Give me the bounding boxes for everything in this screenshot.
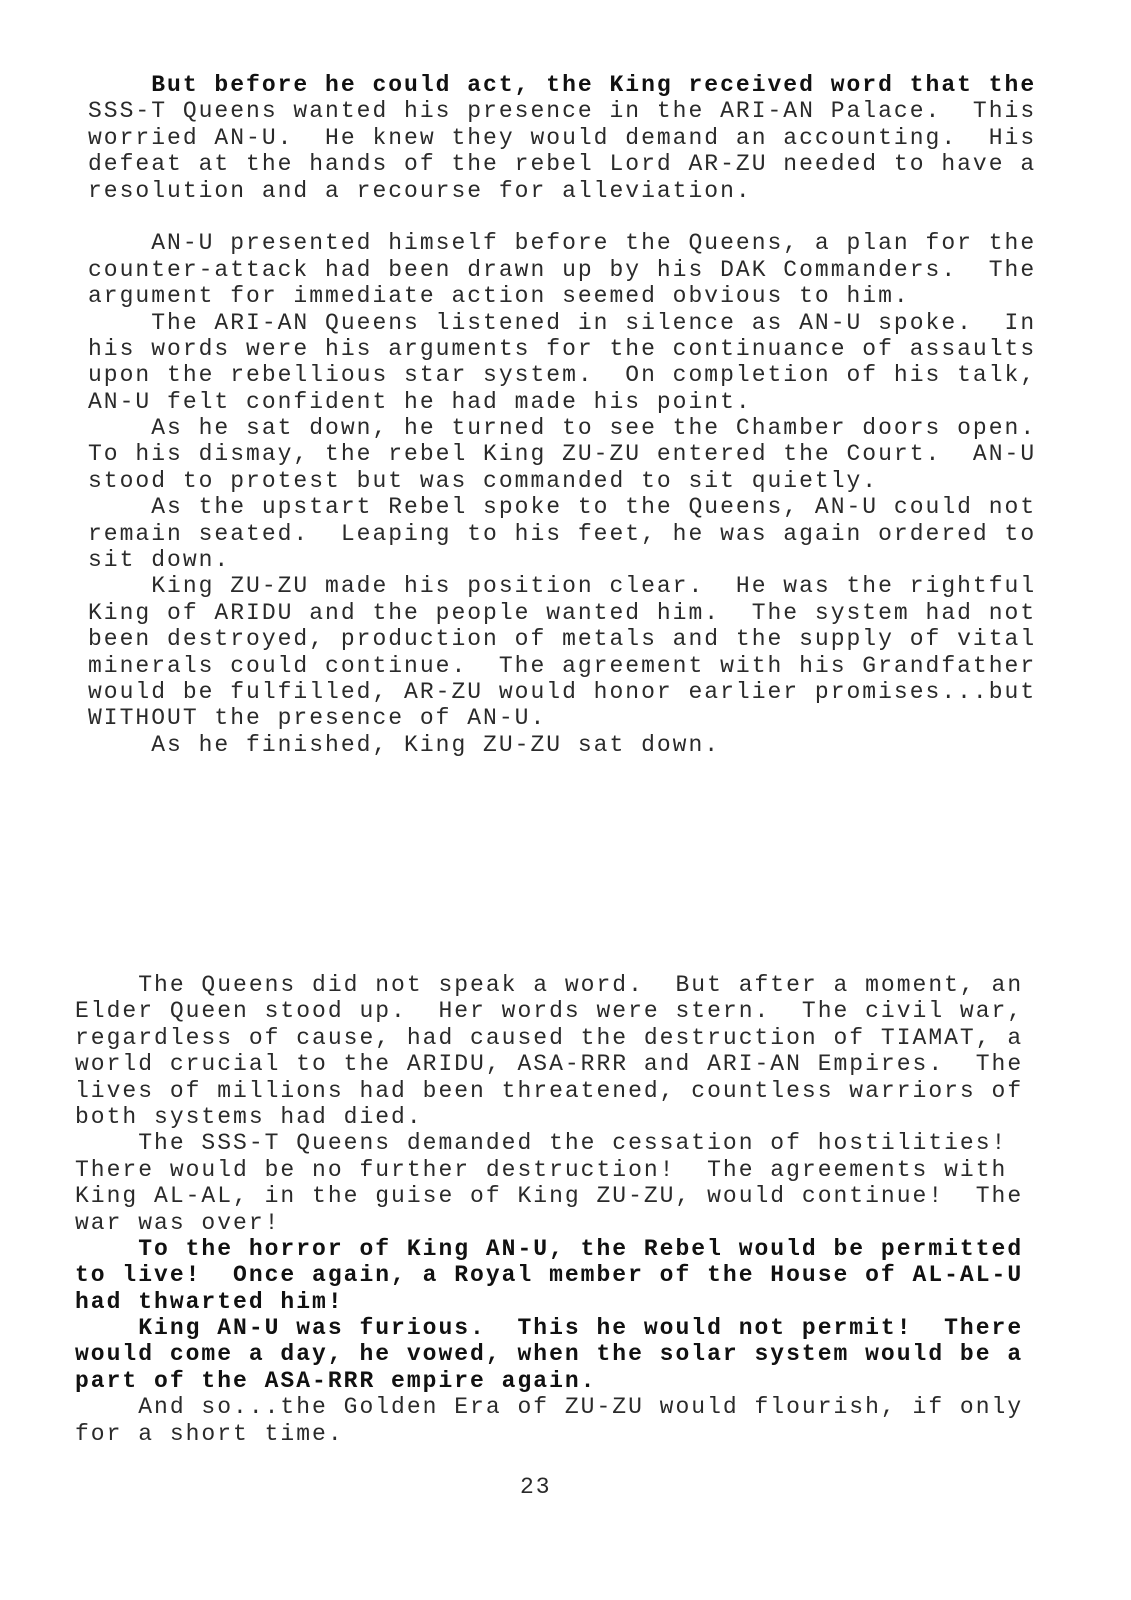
text-line: stood to protest but was commanded to sit quietly. — [88, 467, 879, 494]
text-line: for a short time. — [75, 1420, 344, 1447]
text-line: WITHOUT the presence of AN-U. — [88, 705, 547, 732]
text-line: The ARI-AN Queens listened in silence as AN-U spoke. In — [88, 309, 1037, 336]
text-line: part of the ASA-RRR empire again. — [75, 1367, 597, 1394]
text-line: And so...the Golden Era of ZU-ZU would flourish, if only — [75, 1394, 1024, 1421]
text-line: would be fulfilled, AR-ZU would honor earlier promises...but — [88, 678, 1037, 705]
text-block-top — [88, 72, 1036, 758]
text-line: To his dismay, the rebel King ZU-ZU entered the Court. AN-U — [88, 441, 1037, 468]
text-line: his words were his arguments for the continuance of assaults — [88, 335, 1037, 362]
text-line: been destroyed, production of metals and the supply of vital — [88, 626, 1037, 653]
text-line: As he finished, King ZU-ZU sat down. — [88, 731, 721, 758]
text-line: world crucial to the ARIDU, ASA-RRR and ARI-AN Empires. The — [75, 1051, 1024, 1078]
text-line: both systems had died. — [75, 1103, 423, 1130]
text-line: lives of millions had been threatened, countless warriors of — [75, 1077, 1024, 1104]
text-line: The Queens did not speak a word. But after a moment, an — [75, 972, 1024, 998]
text-line: minerals could continue. The agreement with his Grandfather — [88, 652, 1037, 679]
text-line — [88, 204, 1036, 230]
text-line: As the upstart Rebel spoke to the Queens, AN-U could not — [88, 494, 1037, 521]
text-line: regardless of cause, had caused the destruction of TIAMAT, a — [75, 1024, 1024, 1051]
text-line: SSS-T Queens wanted his presence in the ARI-AN Palace. This — [88, 98, 1037, 125]
text-line: King AN-U was furious. This he would not permit! There — [75, 1315, 1024, 1342]
text-line: AN-U felt confident he had made his point. — [88, 388, 752, 415]
text-line: would come a day, he vowed, when the solar system would be a — [75, 1341, 1024, 1368]
text-line: King of ARIDU and the people wanted him. The system had not — [88, 599, 1037, 626]
text-line: King ZU-ZU made his position clear. He was the rightful — [88, 573, 1037, 600]
text-line: The SSS-T Queens demanded the cessation of hostilities! — [75, 1130, 1008, 1157]
text-line: upon the rebellious star system. On completion of his talk, — [88, 362, 1037, 389]
text-line: defeat at the hands of the rebel Lord AR-ZU needed to have a — [88, 151, 1037, 178]
text-line: argument for immediate action seemed obvious to him. — [88, 283, 910, 310]
text-line: war was over! — [75, 1209, 281, 1236]
text-line: resolution and a recourse for alleviation. — [88, 177, 752, 204]
text-line: to live! Once again, a Royal member of the House of AL-AL-U — [75, 1262, 1024, 1289]
text-line: But before he could act, the King received word that the — [88, 72, 1037, 98]
text-line: As he sat down, he turned to see the Chamber doors open. — [88, 415, 1037, 442]
page-number: 23 — [520, 1474, 552, 1500]
text-line: sit down. — [88, 547, 231, 574]
text-line: worried AN-U. He knew they would demand an accounting. His — [88, 124, 1037, 151]
text-line: To the horror of King AN-U, the Rebel would be permitted — [75, 1235, 1024, 1262]
text-block-bottom — [75, 972, 1023, 1447]
text-line: King AL-AL, in the guise of King ZU-ZU, would continue! The — [75, 1183, 1024, 1210]
text-line: had thwarted him! — [75, 1288, 344, 1315]
text-line: There would be no further destruction! The agreements with — [75, 1156, 1008, 1183]
text-line: remain seated. Leaping to his feet, he was again ordered to — [88, 520, 1037, 547]
text-line: AN-U presented himself before the Queens, a plan for the — [88, 230, 1037, 257]
text-line: Elder Queen stood up. Her words were stern. The civil war, — [75, 998, 1024, 1025]
text-line: counter-attack had been drawn up by his DAK Commanders. The — [88, 256, 1037, 283]
